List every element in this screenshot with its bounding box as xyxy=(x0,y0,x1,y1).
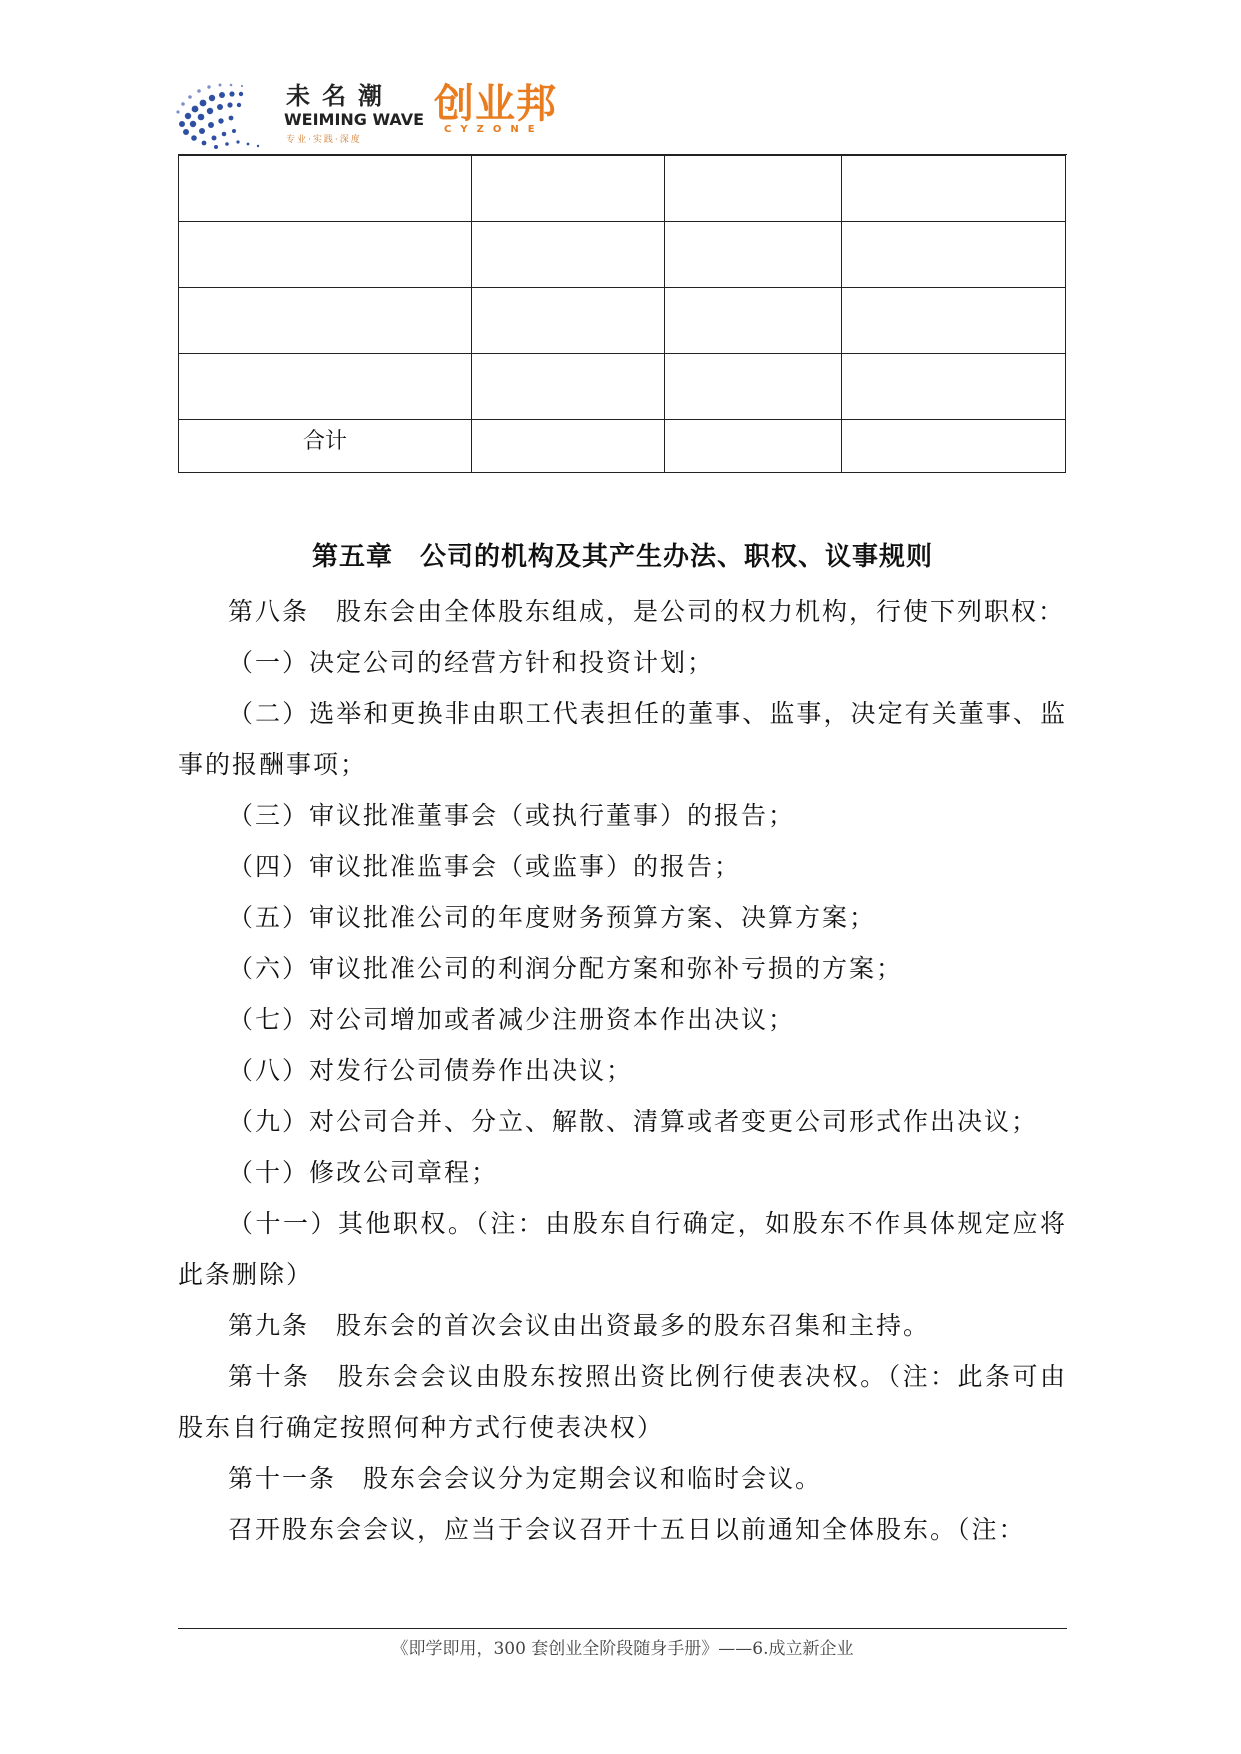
table-cell xyxy=(472,420,665,473)
paragraph: （八）对发行公司债券作出决议； xyxy=(228,1056,634,1085)
paragraph: （四）审议批准监事会（或监事）的报告； xyxy=(228,852,742,881)
table-cell xyxy=(842,420,1066,473)
paragraph: （十）修改公司章程； xyxy=(228,1158,499,1187)
paragraph: 第十一条 股东会会议分为定期会议和临时会议。 xyxy=(228,1464,823,1493)
table-cell xyxy=(842,156,1066,222)
table-row xyxy=(179,354,1066,420)
table-cell xyxy=(179,156,472,222)
logo-tagline: 专业·实践·深度 xyxy=(286,135,362,145)
table-cell xyxy=(179,420,472,473)
table-cell xyxy=(179,354,472,420)
logo-chinese-name: 未名潮 xyxy=(286,82,394,110)
article-body xyxy=(178,586,1067,1555)
paragraph: （一）决定公司的经营方针和投资计划； xyxy=(228,648,715,677)
paragraph: （五）审议批准公司的年度财务预算方案、决算方案； xyxy=(228,903,877,932)
page-footer: 《即学即用，300 套创业全阶段随身手册》——6.成立新企业 xyxy=(391,1639,854,1659)
table-cell xyxy=(665,354,842,420)
table-cell xyxy=(179,288,472,354)
table-total-row xyxy=(179,420,1066,473)
paragraph: 召开股东会会议，应当于会议召开十五日以前通知全体股东。（注： xyxy=(228,1515,1026,1544)
table-row xyxy=(179,156,1066,222)
paragraph: 第八条 股东会由全体股东组成，是公司的权力机构，行使下列职权： xyxy=(228,597,1066,626)
table-cell xyxy=(665,156,842,222)
paragraph: （十一）其他职权。（注：由股东自行确定，如股东不作具体规定应将此条删除） xyxy=(178,1209,1067,1289)
table-cell xyxy=(842,354,1066,420)
paragraph: （九）对公司合并、分立、解散、清算或者变更公司形式作出决议； xyxy=(228,1107,1039,1136)
paragraph: 第十条 股东会会议由股东按照出资比例行使表决权。（注：此条可由股东自行确定按照何种方式行使表决权） xyxy=(178,1362,1067,1442)
table-cell xyxy=(665,288,842,354)
table-cell xyxy=(472,354,665,420)
table-row xyxy=(179,222,1066,288)
paragraph: （三）审议批准董事会（或执行董事）的报告； xyxy=(228,801,796,830)
footer-divider xyxy=(178,1628,1067,1629)
table-cell xyxy=(179,222,472,288)
weiming-wave-logo-icon xyxy=(172,72,276,150)
paragraph: （二）选举和更换非由职工代表担任的董事、监事，决定有关董事、监事的报酬事项； xyxy=(178,699,1067,779)
table-row xyxy=(179,288,1066,354)
paragraph: 第九条 股东会的首次会议由出资最多的股东召集和主持。 xyxy=(228,1311,931,1340)
cyzone-logo-subtitle: CYZONE xyxy=(444,124,544,135)
logo-english-name: WEIMING WAVE xyxy=(284,110,425,129)
table-cell xyxy=(472,288,665,354)
table-cell xyxy=(665,420,842,473)
page-header xyxy=(172,72,1072,152)
table-cell xyxy=(842,288,1066,354)
shareholder-table xyxy=(178,155,1066,473)
table-cell xyxy=(472,222,665,288)
paragraph: （六）审议批准公司的利润分配方案和弥补亏损的方案； xyxy=(228,954,904,983)
paragraph: （七）对公司增加或者减少注册资本作出决议； xyxy=(228,1005,796,1034)
table-cell xyxy=(665,222,842,288)
chapter-title: 第五章 公司的机构及其产生办法、职权、议事规则 xyxy=(311,542,933,572)
table-cell xyxy=(472,156,665,222)
cyzone-logo: 创业邦 xyxy=(434,81,557,127)
total-label: 合计 xyxy=(302,429,347,454)
table-cell xyxy=(842,222,1066,288)
